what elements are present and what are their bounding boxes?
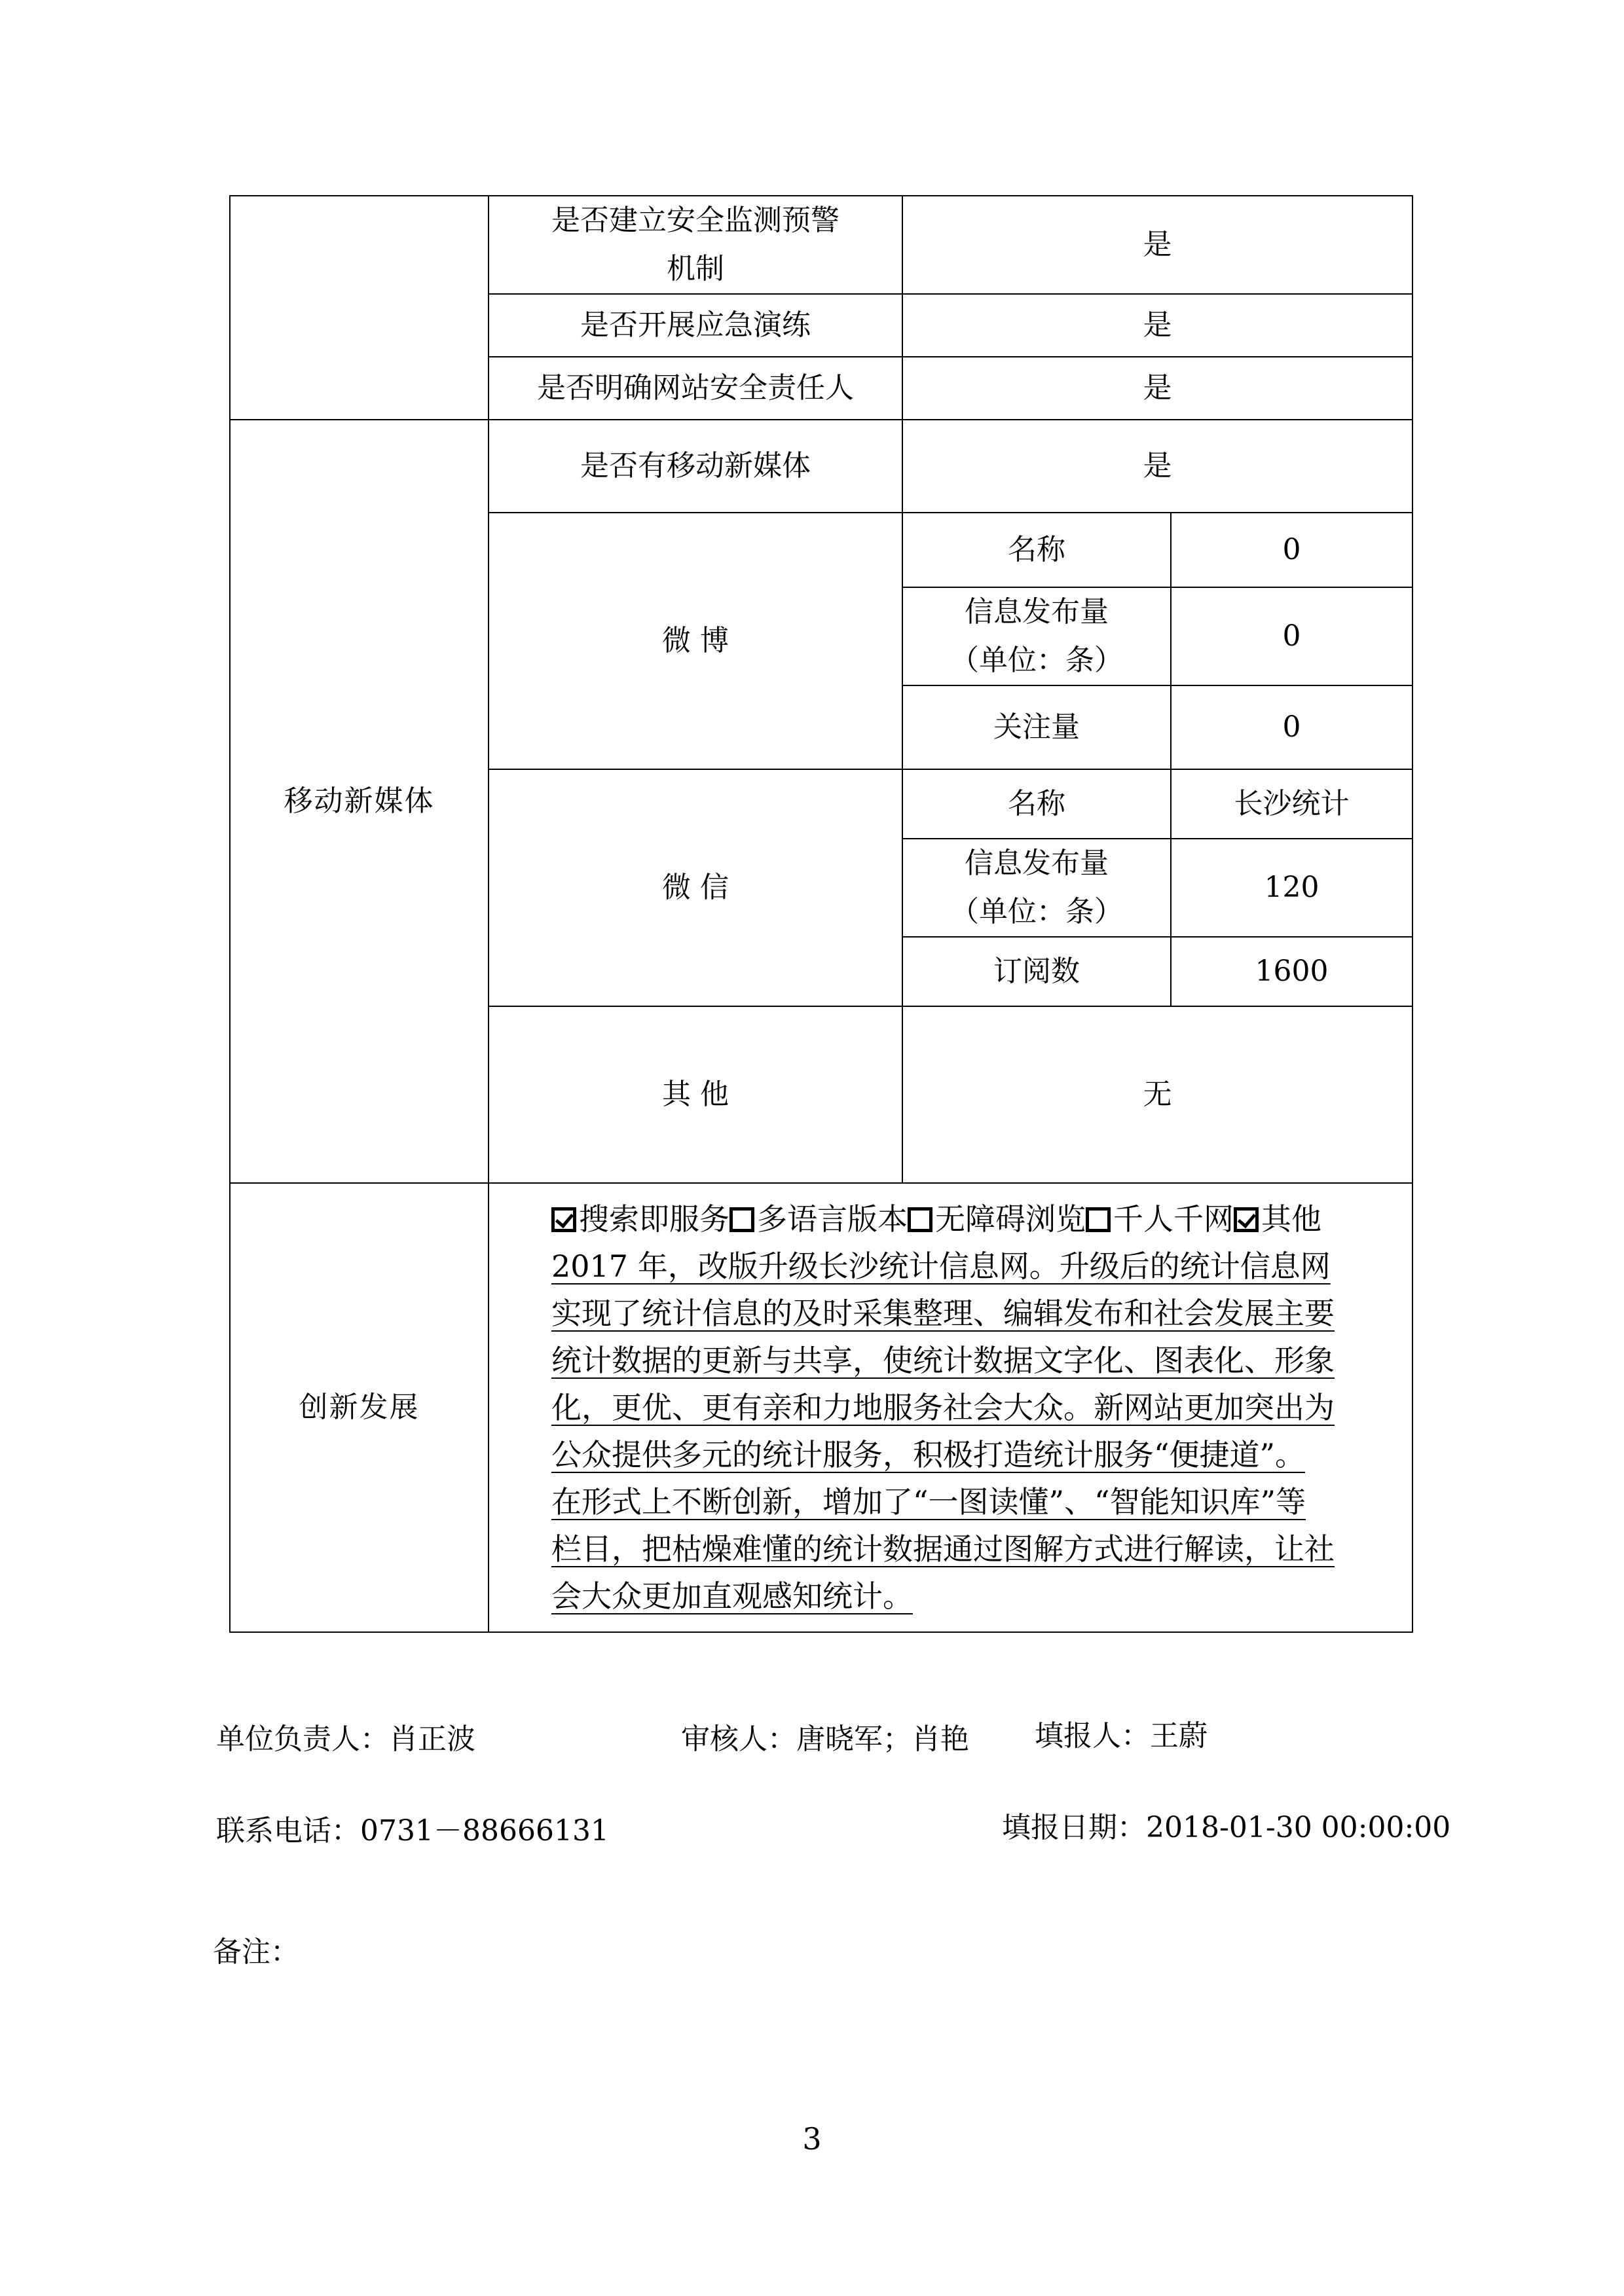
innovation-text-line: 实现了统计信息的及时采集整理、编辑发布和社会发展主要 (551, 1296, 1335, 1331)
unit-head: 单位负责人：肖正波 (216, 1722, 475, 1756)
has-media-value: 是 (902, 420, 1412, 513)
wechat-subscribers-value: 1600 (1171, 937, 1412, 1006)
table-row (230, 196, 1412, 294)
innovation-text-line: 化，更优、更有亲和力地服务社会大众。新网站更加突出为 (551, 1390, 1335, 1425)
wechat-posts-label (902, 839, 1171, 937)
weibo-label: 微 博 (489, 513, 902, 769)
innovation-text-line: 2017 年，改版升级长沙统计信息网。升级后的统计信息网 (551, 1248, 1331, 1284)
media-section-label: 移动新媒体 (230, 420, 489, 1183)
has-media-label: 是否有移动新媒体 (489, 420, 902, 513)
weibo-name-value: 0 (1171, 513, 1412, 587)
contact-phone: 联系电话：0731－88666131 (216, 1814, 609, 1848)
innovation-text-line: 会大众更加直观感知统计。 (551, 1578, 913, 1614)
responsible-value: 是 (902, 357, 1412, 420)
weibo-name-label: 名称 (902, 513, 1171, 587)
wechat-label: 微 信 (489, 769, 902, 1006)
safety-section-cell (230, 196, 489, 420)
wechat-name-value: 长沙统计 (1171, 769, 1412, 839)
filler: 填报人：王蔚 (1035, 1719, 1208, 1753)
option-multilingual: 多语言版本 (757, 1201, 908, 1237)
weibo-followers-value: 0 (1171, 685, 1412, 769)
option-accessibility: 无障碍浏览 (935, 1201, 1086, 1237)
other-value: 无 (902, 1006, 1412, 1183)
checkbox-checked-icon[interactable] (1234, 1207, 1259, 1232)
weibo-posts-label-line2: （单位：条） (950, 644, 1123, 677)
checkbox-empty-icon[interactable] (729, 1207, 754, 1232)
option-search-service: 搜索即服务 (579, 1201, 729, 1237)
weibo-followers-label: 关注量 (902, 685, 1171, 769)
checkbox-checked-icon[interactable] (551, 1207, 576, 1232)
table-row (230, 1183, 1412, 1632)
reviewer: 审核人：唐晓军；肖艳 (681, 1722, 969, 1756)
weibo-posts-label-line1: 信息发布量 (965, 595, 1109, 629)
monitoring-label-line2: 机制 (667, 252, 724, 285)
innovation-text-line: 栏目，把枯燥难懂的统计数据通过图解方式进行解读，让社 (551, 1531, 1335, 1567)
weibo-posts-label (902, 587, 1171, 685)
remarks: 备注： (213, 1935, 299, 1969)
other-label: 其 他 (489, 1006, 902, 1183)
wechat-name-label: 名称 (902, 769, 1171, 839)
innovation-content (489, 1183, 1412, 1632)
checkbox-empty-icon[interactable] (908, 1207, 932, 1232)
innovation-section-label: 创新发展 (230, 1183, 489, 1632)
report-table (229, 195, 1413, 1633)
innovation-text-line: 在形式上不断创新，增加了“一图读懂”、“智能知识库”等 (551, 1484, 1306, 1520)
innovation-text-line: 统计数据的更新与共享，使统计数据文字化、图表化、形象 (551, 1343, 1335, 1378)
innovation-text-line: 公众提供多元的统计服务，积极打造统计服务“便捷道”。 (551, 1437, 1306, 1472)
responsible-label: 是否明确网站安全责任人 (489, 357, 902, 420)
page-number: 3 (802, 2121, 822, 2157)
option-other: 其他 (1261, 1201, 1321, 1237)
fill-date: 填报日期：2018-01-30 00:00:00 (1002, 1811, 1451, 1844)
table-row (230, 420, 1412, 513)
monitoring-value: 是 (902, 196, 1412, 294)
wechat-posts-value: 120 (1171, 839, 1412, 937)
monitoring-label (489, 196, 902, 294)
innovation-options (551, 1195, 1397, 1243)
option-personalized: 千人千网 (1113, 1201, 1234, 1237)
wechat-posts-label-line1: 信息发布量 (965, 847, 1109, 880)
weibo-posts-value: 0 (1171, 587, 1412, 685)
drill-value: 是 (902, 294, 1412, 357)
drill-label: 是否开展应急演练 (489, 294, 902, 357)
wechat-posts-label-line2: （单位：条） (950, 895, 1123, 928)
checkbox-empty-icon[interactable] (1086, 1207, 1111, 1232)
wechat-subscribers-label: 订阅数 (902, 937, 1171, 1006)
monitoring-label-line1: 是否建立安全监测预警 (551, 204, 840, 237)
